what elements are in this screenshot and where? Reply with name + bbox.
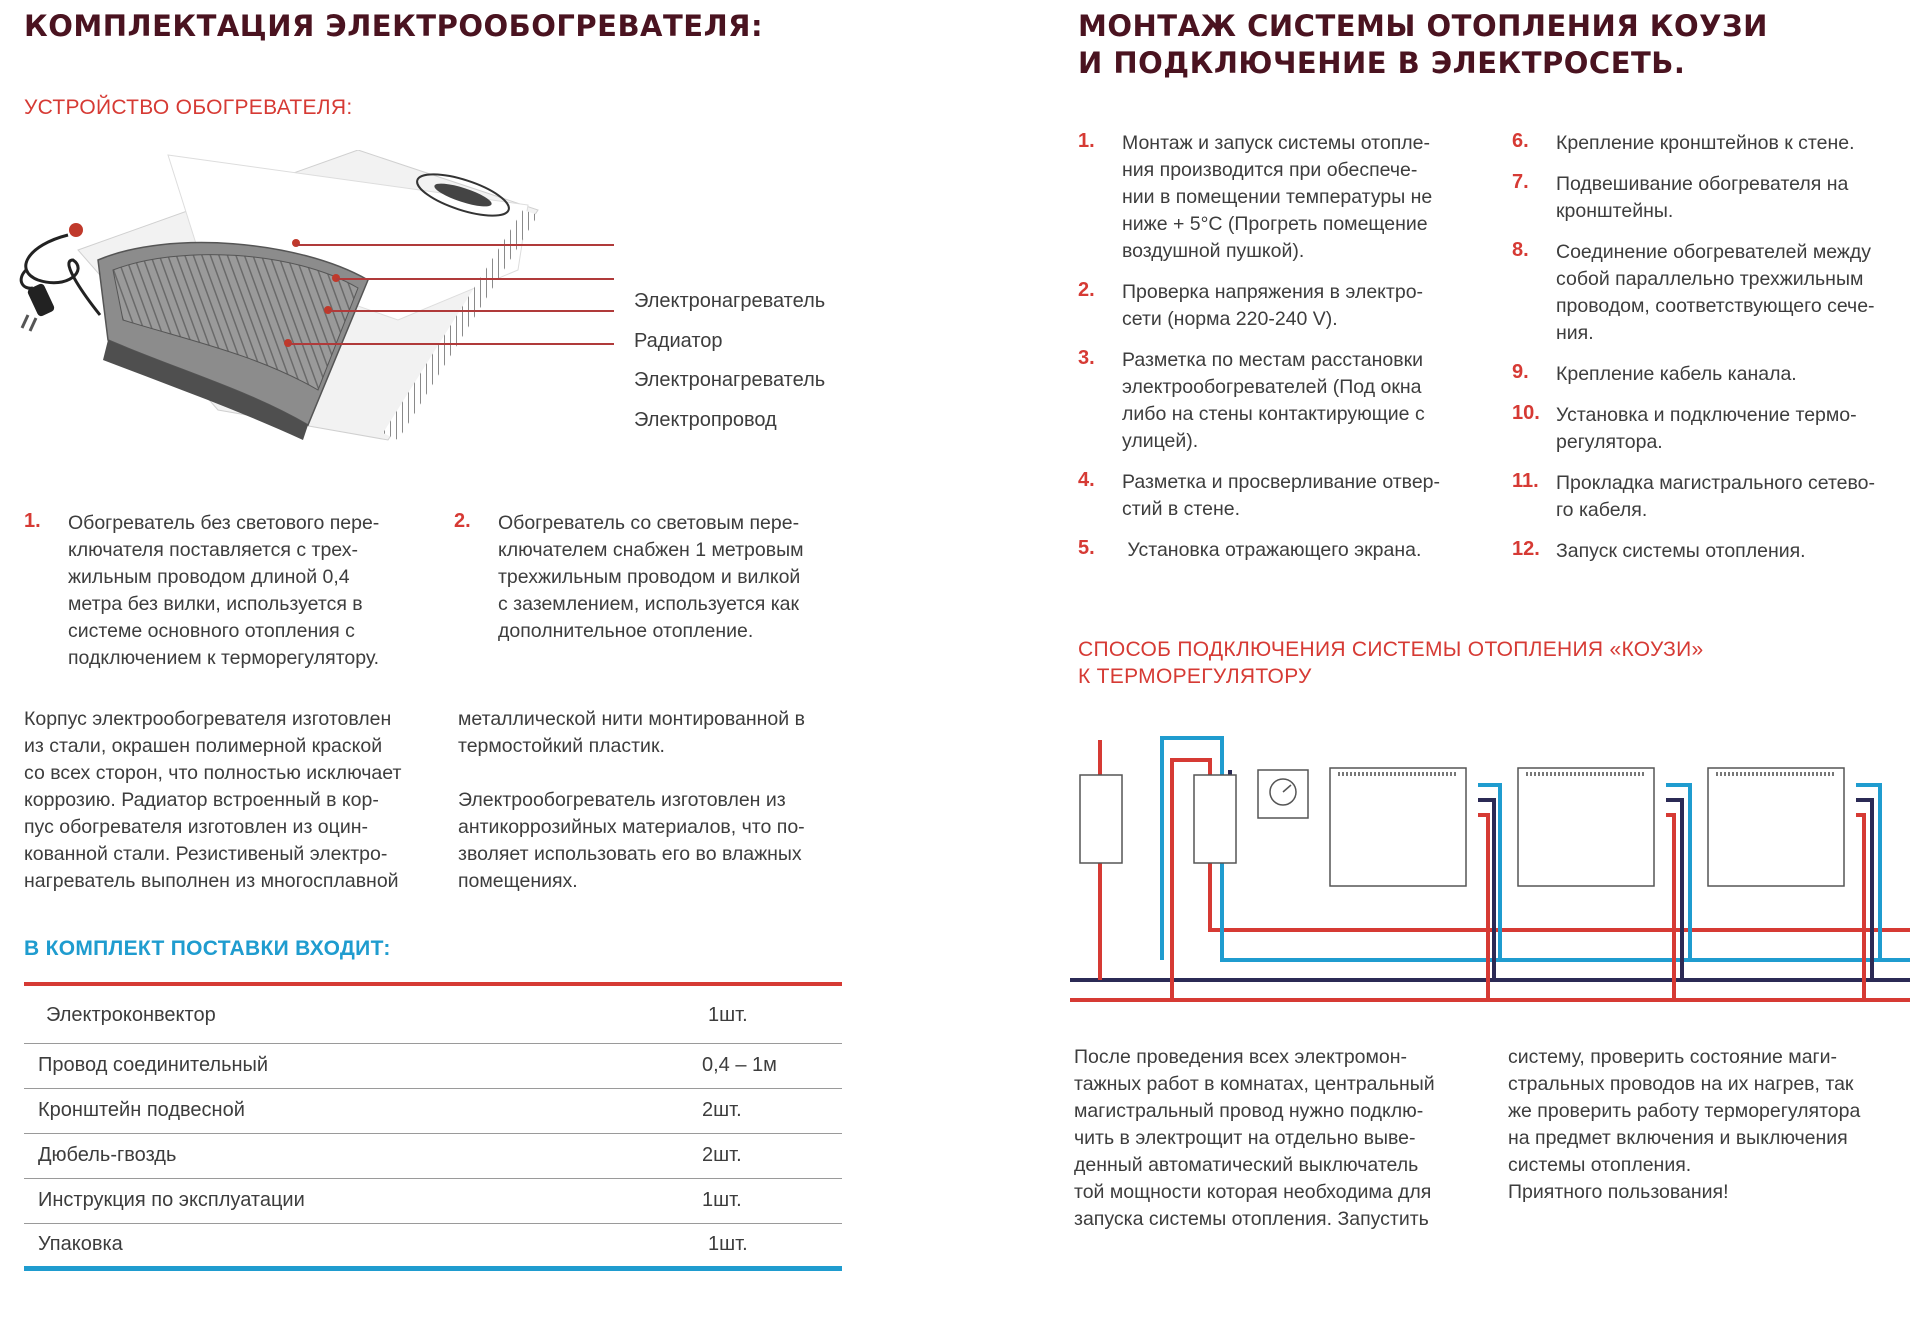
- option-line: трехжильным проводом и вилкой: [498, 566, 801, 588]
- scheme-title-line: К ТЕРМОРЕГУЛЯТОРУ: [1078, 665, 1312, 688]
- final-line: тажных работ в комнатах, центральный: [1074, 1073, 1435, 1095]
- step-line: либо на стены контактирующие с: [1122, 403, 1425, 425]
- step-line: сети (норма 220-240 V).: [1122, 308, 1338, 330]
- step-number: 2.: [1078, 279, 1095, 301]
- kit-item-name: Инструкция по эксплуатации: [24, 1178, 702, 1223]
- heater-unit: [1330, 768, 1466, 886]
- desc-line: Электрообогреватель изготовлен из: [458, 789, 786, 811]
- step-line: воздушной пушкой).: [1122, 240, 1305, 262]
- table-row: [24, 1223, 842, 1268]
- desc-line: металлической нити монтированной в: [458, 708, 805, 730]
- final-line: систему, проверить состояние маги-: [1508, 1046, 1838, 1068]
- table-row: [24, 988, 842, 1043]
- device-subtitle: УСТРОЙСТВО ОБОГРЕВАТЕЛЯ:: [24, 96, 353, 119]
- desc-line: коррозию. Радиатор встроенный в кор-: [24, 789, 379, 811]
- desc-line: кованной стали. Резистивеный электро-: [24, 843, 388, 865]
- list-item: [1512, 130, 1912, 157]
- desc-line: из стали, окрашен полимерной краской: [24, 735, 383, 757]
- desc-line: пус обогревателя изготовлен из оцин-: [24, 816, 368, 838]
- kit-item-name: Дюбель-гвоздь: [24, 1133, 702, 1178]
- kit-item-name: Электроконвектор: [24, 988, 702, 1043]
- step-number: 11.: [1512, 470, 1539, 492]
- list-item: [1512, 470, 1912, 524]
- kit-item-qty: 0,4 – 1м: [702, 1043, 842, 1088]
- final-line: После проведения всех электромон-: [1074, 1046, 1408, 1068]
- table-row: [24, 1178, 842, 1223]
- table-row: [24, 1133, 842, 1178]
- step-number: 8.: [1512, 239, 1529, 261]
- list-item: [1078, 537, 1478, 564]
- label-radiator: Радиатор: [634, 330, 723, 352]
- kit-item-qty: 2шт.: [702, 1133, 842, 1178]
- final-line: же проверить работу терморегулятора: [1508, 1100, 1861, 1122]
- right-title: [1078, 8, 1768, 82]
- option-line: системе основного отопления с: [68, 620, 355, 642]
- final-line: магистральный провод нужно подклю-: [1074, 1100, 1424, 1122]
- kit-top-rule: [24, 982, 842, 986]
- option-line: ключателя поставляется с трех-: [68, 539, 358, 561]
- right-title-line: МОНТАЖ СИСТЕМЫ ОТОПЛЕНИЯ КОУЗИ: [1078, 9, 1768, 43]
- step-number: 12.: [1512, 538, 1540, 560]
- step-line: ния производится при обеспече-: [1122, 159, 1418, 181]
- list-item: [1512, 361, 1912, 388]
- final-line: запуска системы отопления. Запустить: [1074, 1208, 1429, 1230]
- step-line: регулятора.: [1556, 431, 1663, 453]
- step-line: улицей).: [1122, 430, 1199, 452]
- step-line: электрообогревателей (Под окна: [1122, 376, 1422, 398]
- step-number: 3.: [1078, 347, 1095, 369]
- option-number: 2.: [454, 510, 471, 532]
- light-switch-icon: [69, 223, 83, 237]
- desc-line: зволяет использовать его во влажных: [458, 843, 802, 865]
- step-line: стий в стене.: [1122, 498, 1240, 520]
- list-item: [1078, 130, 1478, 265]
- option-1: [24, 510, 379, 672]
- step-line: Проверка напряжения в электро-: [1122, 281, 1424, 303]
- option-line: с заземлением, используется как: [498, 593, 800, 615]
- list-item: [1512, 171, 1912, 225]
- step-number: 9.: [1512, 361, 1529, 383]
- kit-item-qty: 1шт.: [702, 1223, 842, 1268]
- option-line: ключателем снабжен 1 метровым: [498, 539, 804, 561]
- step-number: 10.: [1512, 402, 1540, 424]
- step-line: Подвешивание обогревателя на: [1556, 173, 1849, 195]
- step-number: 5.: [1078, 537, 1095, 559]
- step-number: 6.: [1512, 130, 1529, 152]
- option-line: подключением к терморегулятору.: [68, 647, 380, 669]
- heater-unit: [1708, 768, 1844, 886]
- final-line: чить в электрощит на отдельно выве-: [1074, 1127, 1416, 1149]
- step-number: 1.: [1078, 130, 1095, 152]
- final-col2: [1508, 1044, 1860, 1206]
- option-number: 1.: [24, 510, 41, 532]
- steps-col1: [1078, 130, 1478, 564]
- step-line: нии в помещении температуры не: [1122, 186, 1433, 208]
- step-line: ниже + 5°С (Прогреть помещение: [1122, 213, 1428, 235]
- step-line: собой параллельно трехжильным: [1556, 268, 1864, 290]
- final-line: Приятного пользования!: [1508, 1181, 1729, 1203]
- description-col1: [24, 706, 401, 895]
- option-2: [454, 510, 804, 645]
- option-line: Обогреватель без светового пере-: [68, 512, 380, 534]
- pointer-line: [296, 244, 614, 246]
- final-line: системы отопления.: [1508, 1154, 1692, 1176]
- option-line: Обогреватель со световым пере-: [498, 512, 800, 534]
- label-heating-element-2: Электронагреватель: [634, 369, 826, 391]
- final-line: денный автоматический выключатель: [1074, 1154, 1419, 1176]
- scheme-title: [1078, 636, 1704, 690]
- kit-title: В КОМПЛЕКТ ПОСТАВКИ ВХОДИТ:: [24, 937, 391, 960]
- pointer-line: [328, 310, 614, 312]
- option-line: дополнительное отопление.: [498, 620, 754, 642]
- list-item: [1512, 538, 1912, 565]
- kit-item-name: Кронштейн подвесной: [24, 1088, 702, 1133]
- list-item: [1078, 279, 1478, 333]
- kit-item-qty: 2шт.: [702, 1088, 842, 1133]
- step-line: проводом, соответствующего сече-: [1556, 295, 1875, 317]
- label-heating-element-1: Электронагреватель: [634, 290, 826, 312]
- heater-unit: [1518, 768, 1654, 886]
- final-col1: [1074, 1044, 1435, 1233]
- list-item: [1512, 239, 1912, 347]
- kit-item-qty: 1шт.: [702, 1178, 842, 1223]
- final-line: стральных проводов на их нагрев, так: [1508, 1073, 1854, 1095]
- scheme-title-line: СПОСОБ ПОДКЛЮЧЕНИЯ СИСТЕМЫ ОТОПЛЕНИЯ «КОУЗИ»: [1078, 638, 1704, 661]
- kit-item-name: Провод соединительный: [24, 1043, 702, 1088]
- step-line: кронштейны.: [1556, 200, 1674, 222]
- step-line: Запуск системы отопления.: [1556, 540, 1806, 562]
- list-item: [1078, 469, 1478, 523]
- breaker-box: [1194, 775, 1236, 863]
- label-wire: Электропровод: [634, 409, 777, 431]
- list-item: [1512, 402, 1912, 456]
- step-line: Разметка и просверливание отвер-: [1122, 471, 1441, 493]
- step-line: Крепление кабель канала.: [1556, 363, 1797, 385]
- steps-col2: [1512, 130, 1912, 565]
- pointer-line: [288, 343, 614, 345]
- final-line: той мощности которая необходима для: [1074, 1181, 1432, 1203]
- heater-illustration: [18, 150, 638, 450]
- wiring-scheme: [1070, 730, 1910, 1010]
- step-number: 4.: [1078, 469, 1095, 491]
- list-item: [1078, 347, 1478, 455]
- step-line: Установка отражающего экрана.: [1122, 539, 1422, 561]
- desc-line: со всех сторон, что полностью исключает: [24, 762, 402, 784]
- step-line: Установка и подключение термо-: [1556, 404, 1857, 426]
- kit-table: [24, 988, 842, 1271]
- option-line: жильным проводом длиной 0,4: [68, 566, 350, 588]
- step-line: Крепление кронштейнов к стене.: [1556, 132, 1855, 154]
- step-number: 7.: [1512, 171, 1529, 193]
- right-title-line: И ПОДКЛЮЧЕНИЕ В ЭЛЕКТРОСЕТЬ.: [1078, 46, 1686, 80]
- breaker-box: [1080, 775, 1122, 863]
- kit-item-qty: 1шт.: [702, 988, 842, 1043]
- step-line: Соединение обогревателей между: [1556, 241, 1872, 263]
- final-line: на предмет включения и выключения: [1508, 1127, 1848, 1149]
- step-line: Прокладка магистрального сетево-: [1556, 472, 1875, 494]
- step-line: Разметка по местам расстановки: [1122, 349, 1424, 371]
- desc-line: помещениях.: [458, 870, 578, 892]
- pointer-line: [336, 278, 614, 280]
- table-row: [24, 1088, 842, 1133]
- step-line: го кабеля.: [1556, 499, 1648, 521]
- step-line: ния.: [1556, 322, 1594, 344]
- desc-line: нагреватель выполнен из многосплавной: [24, 870, 399, 892]
- left-title: КОМПЛЕКТАЦИЯ ЭЛЕКТРООБОГРЕВАТЕЛЯ:: [24, 9, 764, 43]
- kit-item-name: Упаковка: [24, 1223, 702, 1268]
- desc-line: Корпус электрообогревателя изготовлен: [24, 708, 392, 730]
- desc-line: антикоррозийных материалов, что по-: [458, 816, 805, 838]
- desc-line: термостойкий пластик.: [458, 735, 665, 757]
- description-col2: [458, 706, 805, 895]
- table-row: [24, 1043, 842, 1088]
- option-line: метра без вилки, используется в: [68, 593, 363, 615]
- step-line: Монтаж и запуск системы отопле-: [1122, 132, 1431, 154]
